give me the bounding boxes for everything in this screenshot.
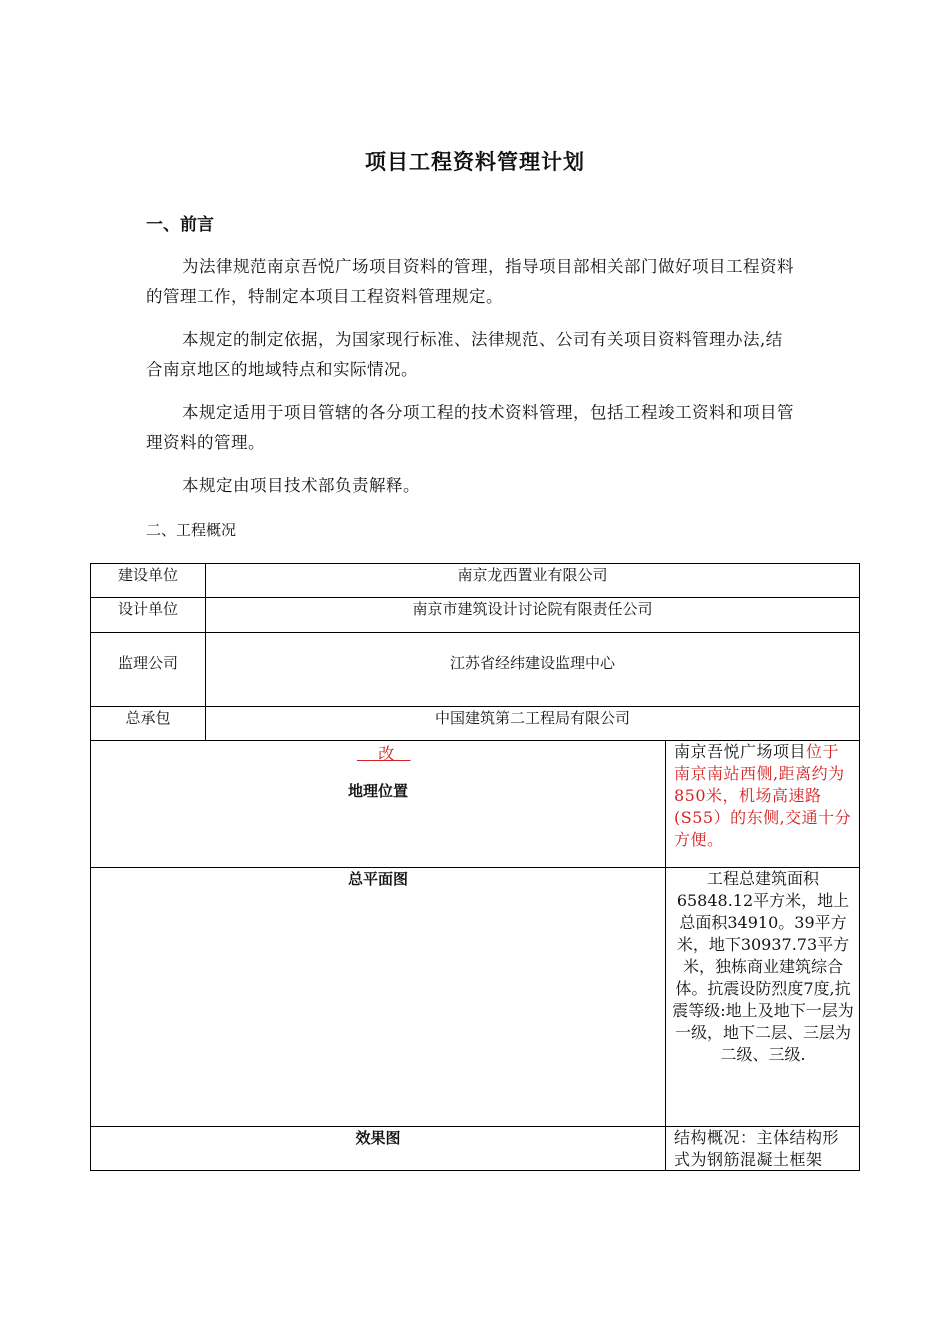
cell-label-supervisor: 监理公司 — [117, 654, 178, 672]
paragraph-purpose: 为法律规范南京吾悦广场项目资料的管理，指导项目部相关部门做好项目工程资料的管理工作，特制定本项目工程资料管理规定。 — [146, 257, 794, 306]
cell-label-designer: 设计单位 — [117, 600, 178, 618]
cell-value-designer: 南京市建筑设计讨论院有限责任公司 — [412, 600, 653, 618]
cell-desc-site-plan: 工程总建筑面积65848.12平方米，地上总面积34910。39平方米，地下30937.73平方米，独栋商业建筑综合体。抗震设防烈度7度,抗震等级:地上及地下一层为一级，地下二层、三层为二级、三级. — [672, 869, 854, 1064]
cell-label-location: 地理位置 — [347, 782, 408, 800]
cell-value-contractor: 中国建筑第二工程局有限公司 — [434, 709, 630, 727]
cell-value-supervisor: 江苏省经纬建设监理中心 — [449, 654, 615, 672]
cell-label-contractor: 总承包 — [125, 709, 171, 727]
section-heading-preface: 一、前言 — [146, 215, 214, 235]
revision-mark: 改 — [378, 744, 397, 763]
cell-desc-structure: 结构概况：主体结构形式为钢筋混凝土框架 — [674, 1128, 840, 1169]
section-heading-overview: 二、工程概况 — [146, 521, 237, 539]
cell-label-developer: 建设单位 — [117, 566, 178, 584]
cell-desc-location: 南京吾悦广场项目位于南京南站西侧,距离约为850米，机场高速路(S55）的东侧,交通十分方便。 — [674, 742, 852, 849]
cell-label-site-plan: 总平面图 — [347, 870, 408, 888]
document-title: 项目工程资料管理计划 — [365, 150, 585, 174]
cell-label-rendering: 效果图 — [355, 1129, 401, 1147]
paragraph-basis: 本规定的制定依据，为国家现行标准、法律规范、公司有关项目资料管理办法,结合南京地区的地域特点和实际情况。 — [146, 330, 783, 379]
cell-value-developer: 南京龙西置业有限公司 — [457, 566, 608, 584]
paragraph-interpretation: 本规定由项目技术部负责解释。 — [182, 476, 420, 495]
paragraph-scope: 本规定适用于项目管辖的各分项工程的技术资料管理，包括工程竣工资料和项目管理资料的管理。 — [146, 403, 794, 452]
